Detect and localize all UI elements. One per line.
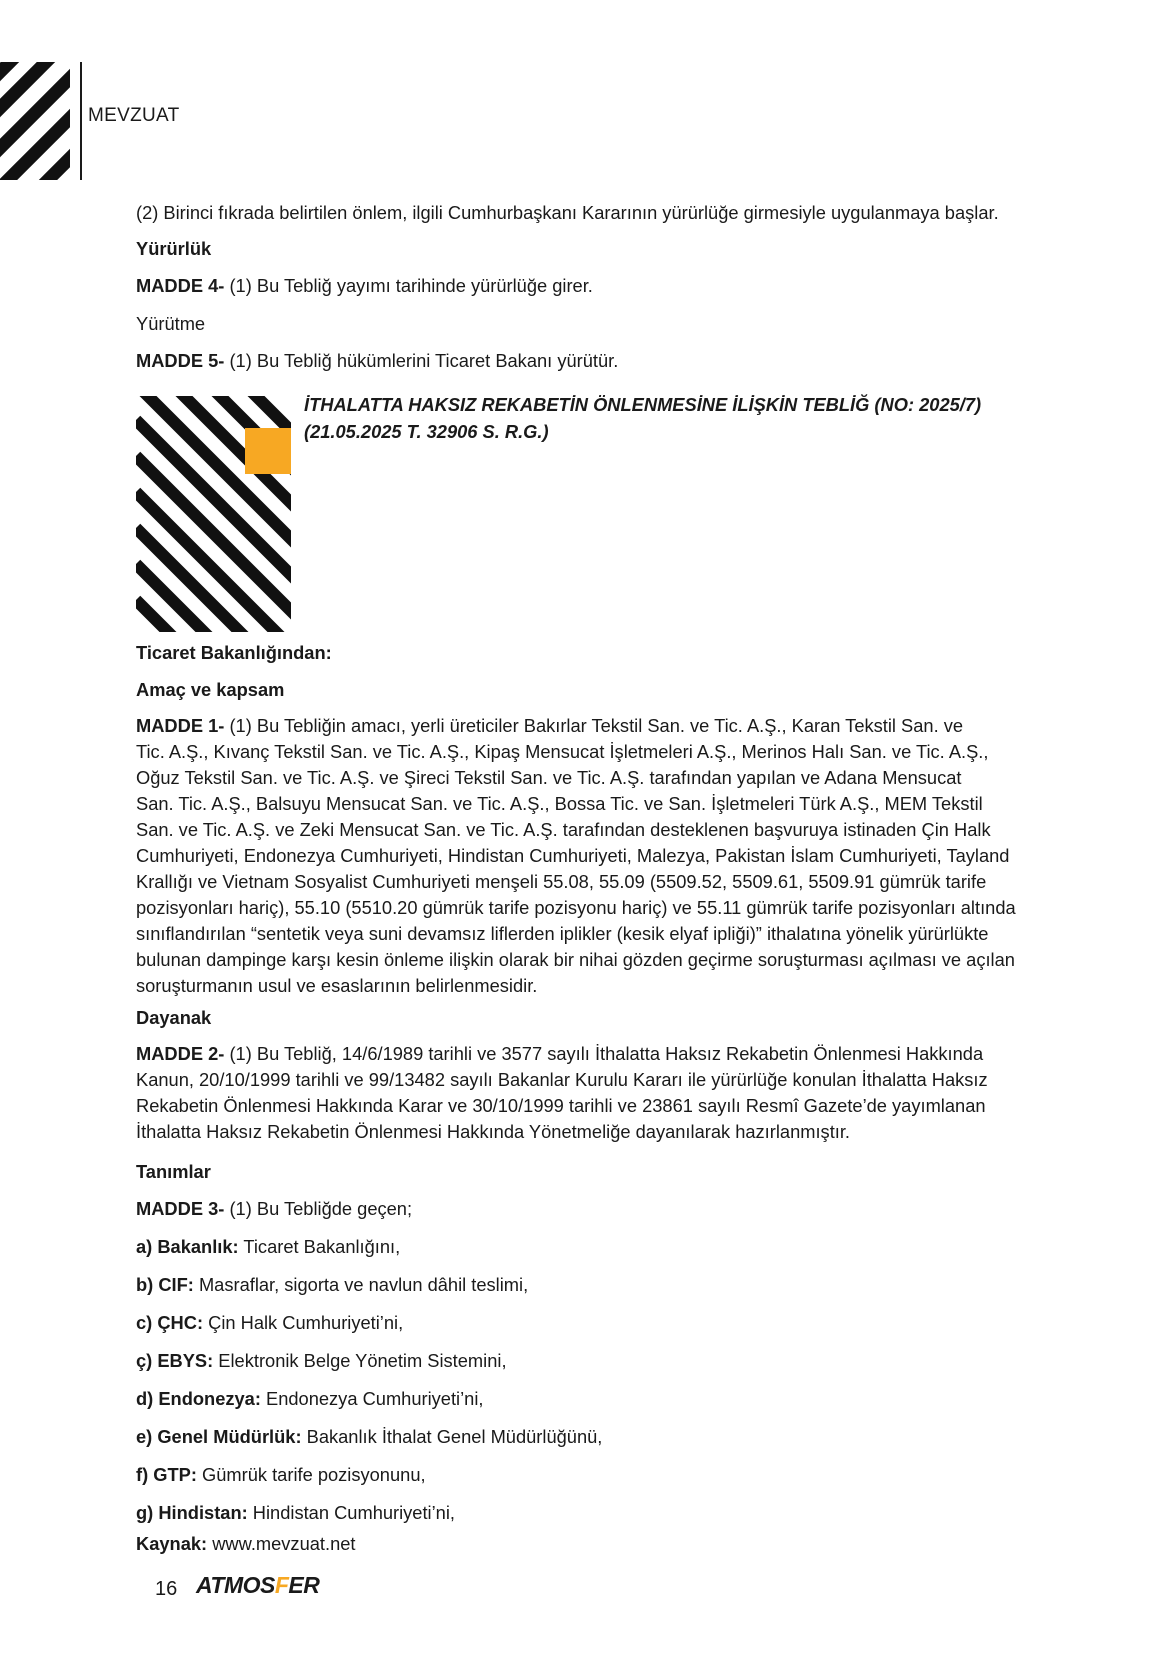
madde-5 bbox=[136, 348, 1036, 374]
definition-text: Ticaret Bakanlığını, bbox=[238, 1236, 401, 1257]
source-link[interactable]: www.mevzuat.net bbox=[207, 1533, 356, 1554]
madde-1-line: Oğuz Tekstil San. ve Tic. A.Ş. ve Şireci Tekstil San. ve Tic. A.Ş. tarafından yapılan ve Adana Mensucat bbox=[136, 767, 962, 788]
definition-text: Çin Halk Cumhuriyeti’ni, bbox=[203, 1312, 404, 1333]
header-divider bbox=[80, 62, 82, 180]
dayanak-heading: Dayanak bbox=[136, 1007, 212, 1028]
article-title-line-2: (21.05.2025 T. 32906 S. R.G.) bbox=[304, 421, 549, 442]
madde-5-text: (1) Bu Tebliğ hükümlerini Ticaret Bakanı yürütür. bbox=[224, 350, 619, 371]
definition-item bbox=[136, 1462, 1036, 1488]
definition-item bbox=[136, 1424, 1036, 1450]
definition-term: d) Endonezya: bbox=[136, 1388, 261, 1409]
definition-term: g) Hindistan: bbox=[136, 1502, 248, 1523]
madde-5-label: MADDE 5- bbox=[136, 350, 225, 371]
definition-text: Endonezya Cumhuriyeti’ni, bbox=[260, 1388, 484, 1409]
amac-heading: Amaç ve kapsam bbox=[136, 679, 285, 700]
madde-4 bbox=[136, 273, 1036, 299]
yurutme-heading: Yürütme bbox=[136, 313, 206, 334]
ministry-label: Ticaret Bakanlığından: bbox=[136, 642, 332, 663]
madde-2-label: MADDE 2- bbox=[136, 1043, 225, 1064]
definition-term: f) GTP: bbox=[136, 1464, 197, 1485]
definition-term: b) CIF: bbox=[136, 1274, 194, 1295]
definition-term: e) Genel Müdürlük: bbox=[136, 1426, 302, 1447]
madde-2 bbox=[136, 1041, 1041, 1145]
paragraph-2: (2) Birinci fıkrada belirtilen önlem, ilgili Cumhurbaşkanı Kararının yürürlüğe girmesiyle uygulanmaya başlar. bbox=[136, 202, 999, 223]
article-title bbox=[304, 391, 981, 445]
definition-text: Bakanlık İthalat Genel Müdürlüğünü, bbox=[301, 1426, 603, 1447]
madde-1 bbox=[136, 713, 1041, 999]
madde-3-text: (1) Bu Tebliğde geçen; bbox=[224, 1198, 413, 1219]
madde-1-line: San. ve Tic. A.Ş. ve Zeki Mensucat San. ve Tic. A.Ş. tarafından desteklenen başvuruya istinaden Çin Halk bbox=[136, 819, 991, 840]
madde-1-line: Cumhuriyeti, Endonezya Cumhuriyeti, Hindistan Cumhuriyeti, Malezya, Pakistan İslam Cumhuriyeti, Tayland bbox=[136, 845, 1010, 866]
madde-1-line: soruşturmanın usul ve esaslarının belirlenmesidir. bbox=[136, 975, 538, 996]
madde-2-line: Kanun, 20/10/1999 tarihli ve 99/13482 sayılı Bakanlar Kurulu Kararı ile yürürlüğe konulan İthalatta Haksız bbox=[136, 1069, 988, 1090]
section-label: MEVZUAT bbox=[88, 105, 180, 126]
definition-item bbox=[136, 1234, 1036, 1260]
definition-text: Gümrük tarife pozisyonunu, bbox=[196, 1464, 426, 1485]
definition-term: a) Bakanlık: bbox=[136, 1236, 239, 1257]
page-number: 16 bbox=[155, 1578, 178, 1600]
madde-4-text: (1) Bu Tebliğ yayımı tarihinde yürürlüğe girer. bbox=[224, 275, 593, 296]
definition-item bbox=[136, 1310, 1036, 1336]
madde-3-label: MADDE 3- bbox=[136, 1198, 225, 1219]
header-stripes-graphic bbox=[0, 62, 70, 180]
definition-item bbox=[136, 1348, 1036, 1374]
definition-item bbox=[136, 1500, 1036, 1526]
definition-text: Hindistan Cumhuriyeti’ni, bbox=[247, 1502, 455, 1523]
madde-2-line: MADDE 2- (1) Bu Tebliğ, 14/6/1989 tarihli ve 3577 sayılı İthalatta Haksız Rekabetin Önlenmesi Hakkında bbox=[136, 1043, 984, 1064]
madde-3 bbox=[136, 1196, 1036, 1222]
source-label: Kaynak: bbox=[136, 1533, 208, 1554]
madde-1-line: sınıflandırılan “sentetik veya suni devamsız liflerden iplikler (kesik elyaf ipliği)” ithalatına yönelik yürürlükte bbox=[136, 923, 989, 944]
orange-accent-square bbox=[245, 428, 291, 474]
source-line bbox=[136, 1531, 355, 1557]
atmosfer-logo: ATMOSFER bbox=[196, 1572, 320, 1598]
madde-1-line: MADDE 1- (1) Bu Tebliğin amacı, yerli üreticiler Bakırlar Tekstil San. ve Tic. A.Ş., Karan Tekstil San. ve bbox=[136, 715, 964, 736]
definition-text: Masraflar, sigorta ve navlun dâhil teslimi, bbox=[193, 1274, 529, 1295]
madde-4-label: MADDE 4- bbox=[136, 275, 225, 296]
definition-item bbox=[136, 1386, 1036, 1412]
madde-1-line: pozisyonları hariç), 55.10 (5510.20 gümrük tarife pozisyonu hariç) ve 55.11 gümrük tarife pozisyonları altında bbox=[136, 897, 1016, 918]
definition-text: Elektronik Belge Yönetim Sistemini, bbox=[213, 1350, 507, 1371]
madde-1-label: MADDE 1- bbox=[136, 715, 225, 736]
yururluk-heading: Yürürlük bbox=[136, 238, 212, 259]
madde-1-line: bulunan dampinge karşı kesin önleme ilişkin olarak bir nihai gözden geçirme soruşturması açılması ve açılan bbox=[136, 949, 1015, 970]
definition-item bbox=[136, 1272, 1036, 1298]
definition-term: c) ÇHC: bbox=[136, 1312, 204, 1333]
madde-1-line: Krallığı ve Vietnam Sosyalist Cumhuriyeti menşeli 55.08, 55.09 (5509.52, 5509.61, 5509.91 gümrük tarife bbox=[136, 871, 987, 892]
madde-2-line: İthalatta Haksız Rekabetin Önlenmesi Hakkında Yönetmeliğe dayanılarak hazırlanmıştır. bbox=[136, 1121, 851, 1142]
tanimlar-heading: Tanımlar bbox=[136, 1161, 211, 1182]
madde-2-line: Rekabetin Önlenmesi Hakkında Karar ve 30/10/1999 tarihli ve 23861 sayılı Resmî Gazete’de yayımlanan bbox=[136, 1095, 986, 1116]
definition-term: ç) EBYS: bbox=[136, 1350, 214, 1371]
madde-1-line: Tic. A.Ş., Kıvanç Tekstil San. ve Tic. A.Ş., Kipaş Mensucat İşletmeleri A.Ş., Merinos Halı San. ve Tic. A.Ş., bbox=[136, 741, 989, 762]
article-title-line-1: İTHALATTA HAKSIZ REKABETİN ÖNLENMESİNE İLİŞKİN TEBLİĞ (NO: 2025/7) bbox=[304, 394, 982, 415]
madde-1-line: San. Tic. A.Ş., Balsuyu Mensucat San. ve Tic. A.Ş., Bossa Tic. ve San. İşletmeleri Türk A.Ş., MEM Tekstil bbox=[136, 793, 983, 814]
